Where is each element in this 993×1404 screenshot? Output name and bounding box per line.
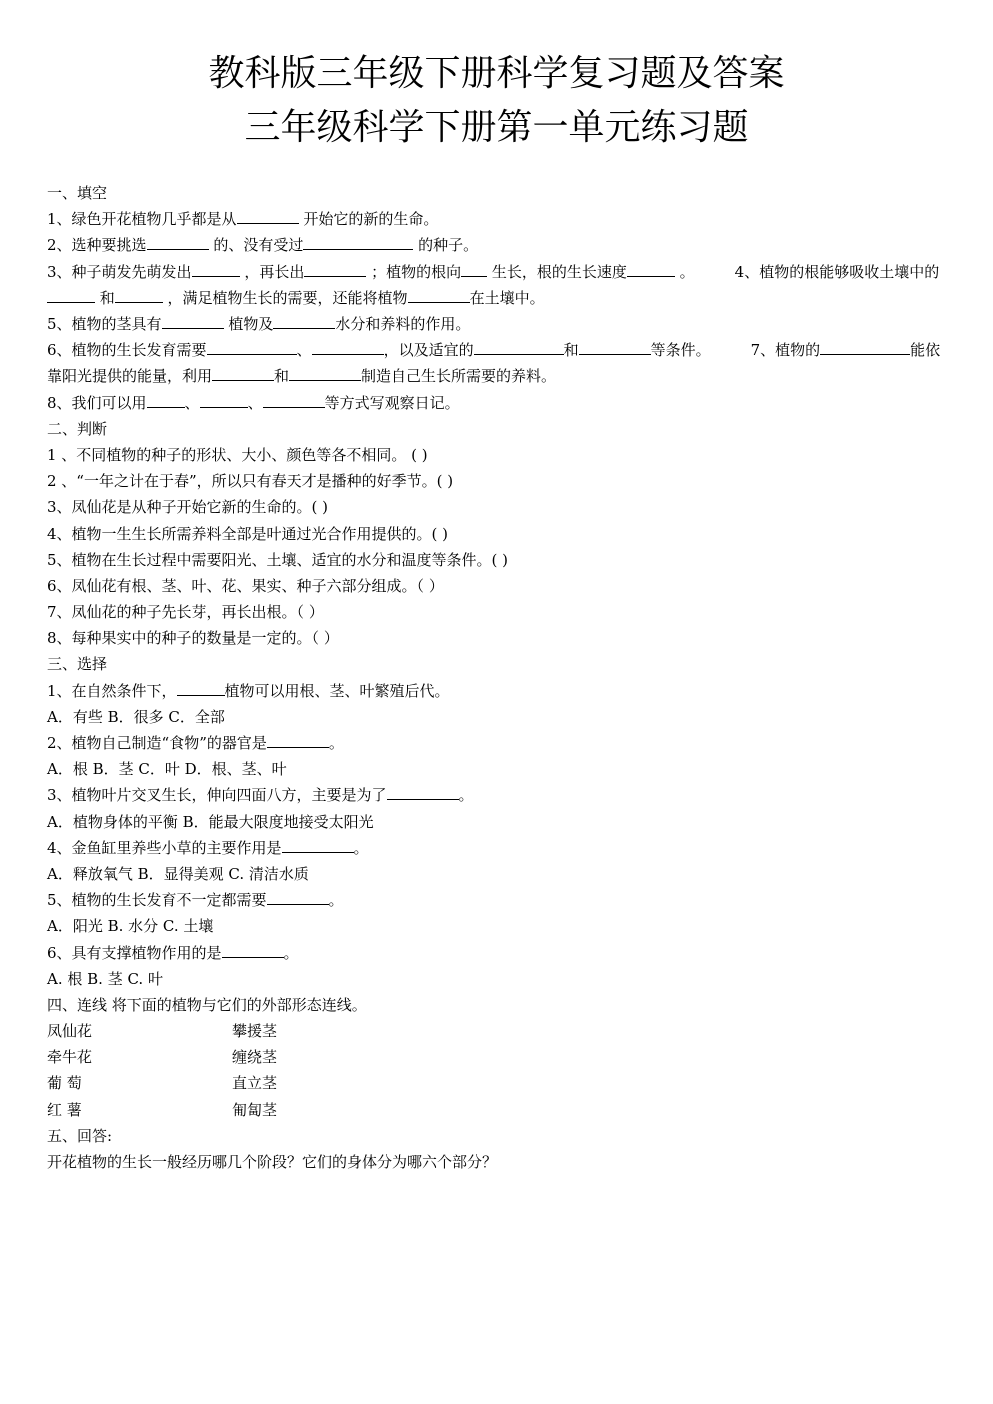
match-stem[interactable]: 匍匐茎 bbox=[232, 1100, 278, 1119]
choice-question-3: 3、植物叶片交叉生长，伸向四面八方，主要是为了 。 bbox=[47, 786, 474, 805]
choice-options-6: A. 根 B. 茎 C. 叶 bbox=[47, 969, 163, 988]
answer-blank[interactable] bbox=[579, 339, 651, 355]
answer-blank[interactable] bbox=[147, 234, 209, 250]
choice-question-5: 5、植物的生长发育不一定都需要 。 bbox=[47, 891, 344, 910]
fill-question-5: 5、植物的茎具有 植物及 水分和养料的作用。 bbox=[47, 314, 471, 333]
judge-item-7: 7、凤仙花的种子先长芽，再长出根。（ ） bbox=[47, 603, 324, 622]
judge-item-6: 6、凤仙花有根、茎、叶、花、果实、种子六部分组成。（ ） bbox=[47, 576, 444, 595]
answer-blank[interactable] bbox=[237, 208, 299, 224]
answer-blank[interactable] bbox=[267, 889, 329, 905]
match-plant[interactable]: 葡 萄 bbox=[47, 1074, 82, 1093]
match-stem[interactable]: 攀援茎 bbox=[232, 1022, 278, 1041]
match-row bbox=[47, 1018, 952, 1044]
fill-question-6-7: 6、植物的生长发育需要 、 ，以及适宜的 和 等条件。 7、植物的 能依靠阳光提供的能量，利用 和 制造自己生长所需要的养料。 bbox=[47, 341, 941, 386]
match-row bbox=[47, 1070, 952, 1096]
judge-item-4: 4、植物一生生长所需养料全部是叶通过光合作用提供的。( ) bbox=[47, 524, 449, 543]
choice-options-1: A．有些 B．很多 C．全部 bbox=[47, 707, 225, 726]
match-plant[interactable]: 红 薯 bbox=[47, 1100, 82, 1119]
judge-item-2: 2 、“一年之计在于春”，所以只有春天才是播种的好季节。( ) bbox=[47, 472, 454, 491]
match-plant[interactable]: 牵牛花 bbox=[47, 1048, 93, 1067]
answer-blank[interactable] bbox=[461, 261, 487, 277]
answer-blank[interactable] bbox=[820, 339, 910, 355]
choice-options-2: A．根 B．茎 C．叶 D．根、茎、叶 bbox=[47, 760, 287, 779]
choice-options-3: A．植物身体的平衡 B．能最大限度地接受太阳光 bbox=[47, 812, 374, 831]
answer-blank[interactable] bbox=[282, 837, 354, 853]
answer-blank[interactable] bbox=[289, 365, 361, 381]
fill-question-2: 2、选种要挑选 的、没有受过 的种子。 bbox=[47, 236, 479, 255]
match-row bbox=[47, 1097, 952, 1123]
section-heading-choice: 三、选择 bbox=[47, 655, 108, 674]
choice-question-1: 1、在自然条件下， 植物可以用根、茎、叶繁殖后代。 bbox=[47, 681, 450, 700]
judge-item-3: 3、凤仙花是从种子开始它新的生命的。( ) bbox=[47, 498, 329, 517]
answer-blank[interactable] bbox=[115, 287, 163, 303]
answer-blank[interactable] bbox=[627, 261, 675, 277]
choice-options-5: A．阳光 B. 水分 C. 土壤 bbox=[47, 917, 214, 936]
answer-blank[interactable] bbox=[207, 339, 297, 355]
document-subtitle: 三年级科学下册第一单元练习题 bbox=[244, 107, 749, 148]
answer-blank[interactable] bbox=[147, 392, 185, 408]
answer-blank[interactable] bbox=[192, 261, 240, 277]
match-stem[interactable]: 直立茎 bbox=[232, 1074, 278, 1093]
answer-blank[interactable] bbox=[312, 339, 384, 355]
match-plant[interactable]: 凤仙花 bbox=[47, 1022, 93, 1041]
answer-blank[interactable] bbox=[162, 313, 224, 329]
answer-question: 开花植物的生长一般经历哪几个阶段？它们的身体分为哪六个部分？ bbox=[47, 1153, 498, 1171]
choice-question-6: 6、具有支撑植物作用的是 。 bbox=[47, 943, 299, 962]
match-row bbox=[47, 1044, 952, 1070]
judge-item-8: 8、每种果实中的种子的数量是一定的。（ ） bbox=[47, 629, 339, 648]
answer-blank[interactable] bbox=[47, 287, 95, 303]
document-body bbox=[47, 180, 952, 1175]
section-heading-judge: 二、判断 bbox=[47, 419, 108, 438]
section-heading-fill: 一、填空 bbox=[47, 184, 108, 202]
answer-blank[interactable] bbox=[222, 942, 284, 958]
answer-blank[interactable] bbox=[304, 261, 366, 277]
answer-blank[interactable] bbox=[177, 680, 225, 696]
choice-options-4: A．释放氧气 B．显得美观 C. 清洁水质 bbox=[47, 864, 309, 883]
document-title: 教科版三年级下册科学复习题及答案 bbox=[208, 53, 785, 94]
answer-blank[interactable] bbox=[408, 287, 470, 303]
answer-blank[interactable] bbox=[200, 392, 248, 408]
choice-question-4: 4、金鱼缸里养些小草的主要作用是 。 bbox=[47, 838, 369, 857]
match-stem[interactable]: 缠绕茎 bbox=[232, 1048, 278, 1067]
judge-item-5: 5、植物在生长过程中需要阳光、土壤、适宜的水分和温度等条件。( ) bbox=[47, 550, 509, 569]
answer-blank[interactable] bbox=[273, 313, 335, 329]
fill-question-1: 1、绿色开花植物几乎都是从 开始它的新的生命。 bbox=[47, 210, 439, 229]
choice-question-2: 2、植物自己制造“食物”的器官是 。 bbox=[47, 734, 344, 752]
answer-blank[interactable] bbox=[474, 339, 564, 355]
answer-blank[interactable] bbox=[303, 234, 413, 250]
section-heading-match: 四、连线 将下面的植物与它们的外部形态连线。 bbox=[47, 995, 367, 1014]
answer-blank[interactable] bbox=[267, 732, 329, 748]
fill-question-3-4: 3、种子萌发先萌发出 ，再长出 ；植物的根向 生长，根的生长速度 。 4、植物的根能够吸收土壤中的 和 ，满足植物生长的需要，还能将植物 在土壤中。 bbox=[47, 262, 940, 307]
fill-question-8: 8、我们可以用 、 、 等方式写观察日记。 bbox=[47, 393, 460, 412]
answer-blank[interactable] bbox=[387, 784, 459, 800]
answer-blank[interactable] bbox=[212, 365, 274, 381]
judge-item-1: 1 、不同植物的种子的形状、大小、颜色等各不相同。 ( ) bbox=[47, 445, 428, 464]
section-heading-answer: 五、回答: bbox=[47, 1126, 113, 1145]
answer-blank[interactable] bbox=[263, 392, 325, 408]
